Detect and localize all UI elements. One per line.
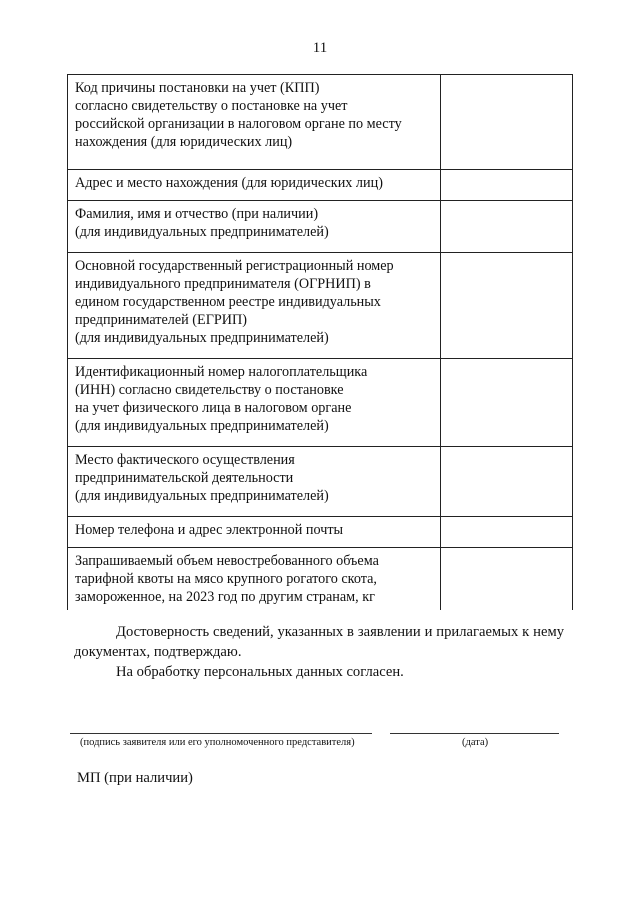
row-value-kpp[interactable] <box>441 75 573 170</box>
table-row <box>68 447 573 517</box>
signature-caption: (подпись заявителя или его уполномоченного представителя) <box>80 737 355 748</box>
row-label-requested-volume: Запрашиваемый объем невостребованного объема тарифной квоты на мясо крупного рогатого скота, замороженное, на 2023 год по другим странам, кг <box>68 548 441 610</box>
table-row <box>68 253 573 359</box>
personal-data-consent-text: На обработку персональных данных согласен. <box>116 664 404 680</box>
accuracy-confirmation-text: Достоверность сведений, указанных в заявлении и прилагаемых к нему документах, подтверждаю. <box>74 624 564 660</box>
table-row <box>68 201 573 253</box>
row-value-inn[interactable] <box>441 359 573 447</box>
row-label-address: Адрес и место нахождения (для юридических лиц) <box>68 170 441 201</box>
row-label-contacts: Номер телефона и адрес электронной почты <box>68 517 441 548</box>
table-row <box>68 75 573 170</box>
table-row <box>68 170 573 201</box>
row-label-inn: Идентификационный номер налогоплательщика (ИНН) согласно свидетельству о постановке на учет физического лица в налоговом органе (для индивидуальных предпринимателей) <box>68 359 441 447</box>
table-row <box>68 359 573 447</box>
stamp-note: МП (при наличии) <box>77 770 193 786</box>
date-caption: (дата) <box>462 737 489 748</box>
table-row <box>68 548 573 610</box>
row-value-contacts[interactable] <box>441 517 573 548</box>
signature-line[interactable] <box>70 733 372 734</box>
date-line[interactable] <box>390 733 559 734</box>
row-value-ogrnip[interactable] <box>441 253 573 359</box>
row-label-business-location: Место фактического осуществления предпринимательской деятельности (для индивидуальных предпринимателей) <box>68 447 441 517</box>
table-row <box>68 517 573 548</box>
page-number: 11 <box>312 40 328 56</box>
row-value-business-location[interactable] <box>441 447 573 517</box>
application-details-table <box>67 74 573 610</box>
row-label-kpp: Код причины постановки на учет (КПП) согласно свидетельству о постановке на учет российской организации в налоговом органе по месту нахождения (для юридических лиц) <box>68 75 441 170</box>
row-value-full-name[interactable] <box>441 201 573 253</box>
row-label-ogrnip: Основной государственный регистрационный номер индивидуального предпринимателя (ОГРНИП) в едином государственном реестре индивидуальных предпринимателей (ЕГРИП) (для индивидуальных предпринимателей) <box>68 253 441 359</box>
row-value-address[interactable] <box>441 170 573 201</box>
row-value-requested-volume[interactable] <box>441 548 573 610</box>
row-label-full-name: Фамилия, имя и отчество (при наличии) (для индивидуальных предпринимателей) <box>68 201 441 253</box>
